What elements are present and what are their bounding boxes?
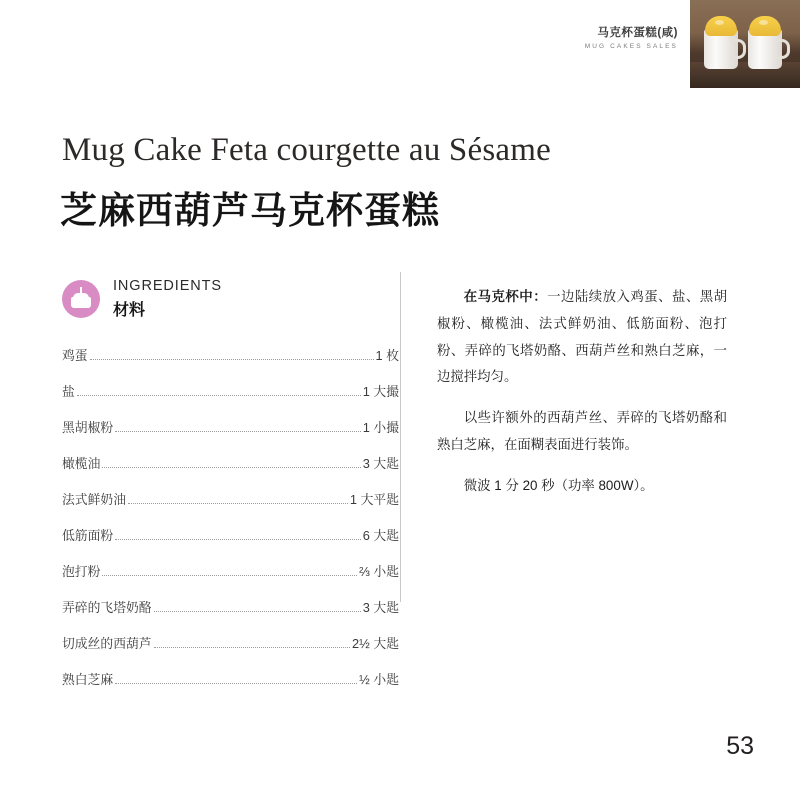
list-item bbox=[62, 660, 399, 696]
column-divider bbox=[400, 272, 401, 602]
ingredient-name: 黑胡椒粉 bbox=[62, 419, 114, 435]
leader-dots bbox=[102, 574, 357, 576]
ingredient-quantity: 1 枚 bbox=[375, 347, 399, 363]
ingredients-heading bbox=[62, 278, 399, 320]
instruction-step: 在马克杯中：一边陆续放入鸡蛋、盐、黑胡椒粉、橄榄油、法式鲜奶油、低筋面粉、泡打粉、弄碎的飞塔奶酪、西葫芦丝和熟白芝麻，一边搅拌均匀。 bbox=[437, 289, 728, 385]
leader-dots bbox=[102, 466, 360, 468]
leader-dots bbox=[128, 502, 348, 504]
list-item bbox=[62, 588, 399, 624]
list-item bbox=[62, 372, 399, 408]
ingredient-quantity: 1 大平匙 bbox=[349, 491, 399, 507]
instruction-step: 微波 1 分 20 秒（功率 800W）。 bbox=[463, 477, 654, 493]
ingredients-heading-text bbox=[113, 278, 222, 320]
chapter-header bbox=[585, 0, 800, 88]
ingredient-name: 橄榄油 bbox=[62, 455, 101, 471]
ingredients-list bbox=[62, 336, 399, 696]
recipe-title-chinese: 芝麻西葫芦马克杯蛋糕 bbox=[60, 190, 440, 231]
ingredient-quantity: 3 大匙 bbox=[362, 599, 399, 615]
ingredient-quantity: ⅔ 小匙 bbox=[359, 563, 399, 579]
list-item bbox=[62, 624, 399, 660]
ingredient-quantity: ½ 小匙 bbox=[359, 671, 399, 687]
ingredient-quantity: 3 大匙 bbox=[362, 455, 399, 471]
ingredient-quantity: 6 大匙 bbox=[362, 527, 399, 543]
ingredient-quantity: 1 小撮 bbox=[362, 419, 399, 435]
chapter-labels bbox=[585, 0, 690, 52]
chapter-title-cn: 马克杯蛋糕(咸) bbox=[597, 27, 678, 39]
recipe-title-french: Mug Cake Feta courgette au Sésame bbox=[62, 132, 551, 168]
list-item bbox=[62, 480, 399, 516]
page-number: 53 bbox=[726, 732, 754, 760]
instruction-step: 以些许额外的西葫芦丝、弄碎的飞塔奶酪和熟白芝麻，在面糊表面进行装饰。 bbox=[437, 410, 727, 453]
instructions-section bbox=[437, 284, 727, 514]
list-item bbox=[62, 336, 399, 372]
ingredient-name: 法式鲜奶油 bbox=[62, 491, 126, 507]
leader-dots bbox=[154, 646, 350, 648]
ingredient-name: 泡打粉 bbox=[62, 563, 101, 579]
leader-dots bbox=[90, 358, 374, 360]
ingredient-quantity: 1 大撮 bbox=[362, 383, 399, 399]
list-item bbox=[62, 408, 399, 444]
leader-dots bbox=[115, 538, 361, 540]
ingredient-name: 鸡蛋 bbox=[62, 347, 88, 363]
leader-dots bbox=[115, 430, 361, 432]
ingredient-quantity: 2½ 大匙 bbox=[352, 635, 399, 651]
ingredient-name: 低筋面粉 bbox=[62, 527, 114, 543]
leader-dots bbox=[154, 610, 361, 612]
list-item bbox=[62, 552, 399, 588]
ingredient-name: 弄碎的飞塔奶酪 bbox=[62, 599, 152, 615]
leader-dots bbox=[77, 394, 361, 396]
ingredient-name: 熟白芝麻 bbox=[62, 671, 114, 687]
list-item bbox=[62, 516, 399, 552]
ingredients-section bbox=[62, 278, 399, 696]
ingredients-heading-cn: 材料 bbox=[113, 302, 146, 319]
ingredient-name: 切成丝的西葫芦 bbox=[62, 635, 152, 651]
chapter-photo bbox=[690, 0, 800, 88]
cake-base-shape bbox=[71, 297, 91, 308]
leader-dots bbox=[115, 682, 357, 684]
list-item bbox=[62, 444, 399, 480]
ingredients-heading-en: INGREDIENTS bbox=[113, 278, 222, 294]
mug-cake-left bbox=[704, 29, 738, 69]
mug-cake-right bbox=[748, 29, 782, 69]
chapter-title-en: MUG CAKES SALES bbox=[584, 43, 678, 51]
cake-icon bbox=[62, 280, 100, 318]
ingredient-name: 盐 bbox=[62, 383, 75, 399]
